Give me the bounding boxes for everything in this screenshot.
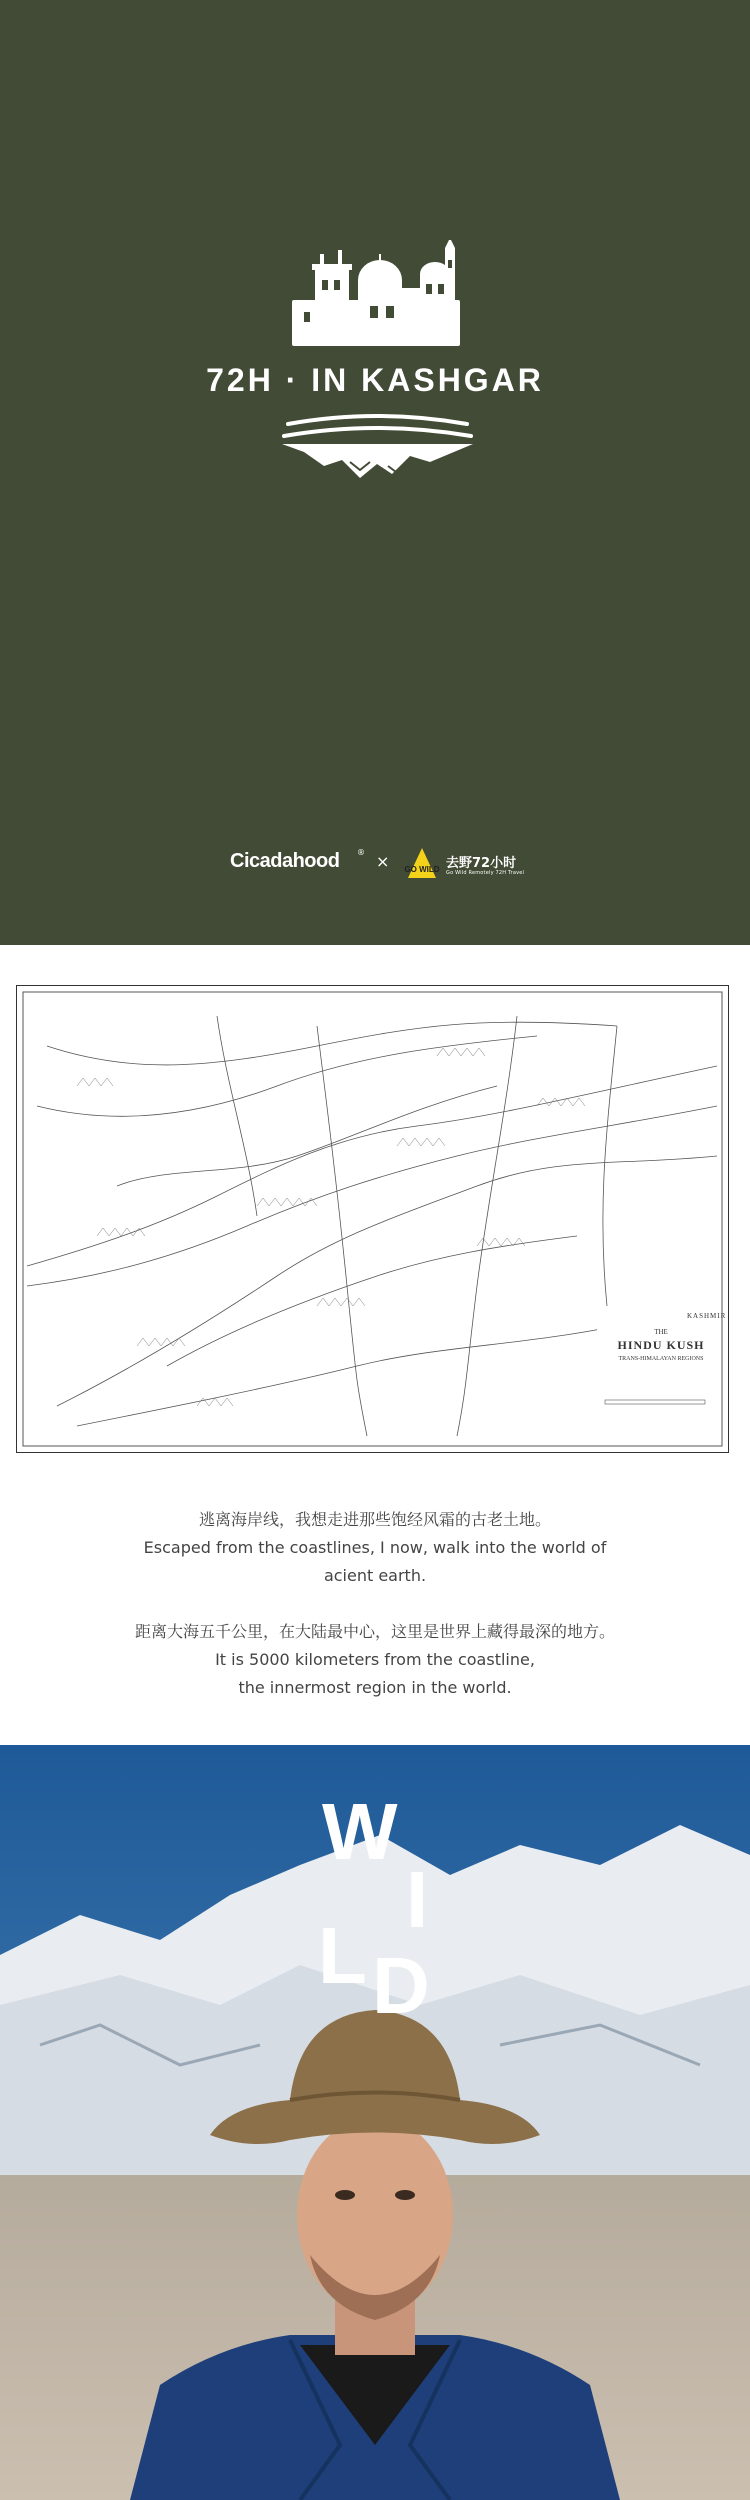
wild-letter-w: W [322,1787,398,1876]
partner-name-en: Go Wild Remotely 72H Travel [446,870,525,876]
wild-letter-i: I [406,1855,429,1944]
hero-cover [0,0,750,945]
go-wild-badge-icon [404,846,440,880]
svg-text:GO WILD: GO WILD [404,865,440,874]
intro-copy-1-cn: 逃离海岸线，我想走进那些饱经风霜的古老土地。 [198,1510,551,1529]
map-title: HINDU KUSH [617,1338,705,1352]
intro-copy-1 [0,1506,750,1590]
intro-copy-2-en-line2: the innermost region in the world. [238,1678,512,1697]
wild-letter-l: L [318,1911,367,2000]
registered-mark: ® [357,848,365,857]
partner-name-cn: 去野72小时 [446,856,517,871]
map-title-small: THE [654,1328,668,1336]
wild-letter-d: D [372,1941,430,2030]
intro-copy-2-en-line1: It is 5000 kilometers from the coastline, [215,1650,535,1669]
hero-title: 72H · IN KASHGAR [206,362,544,398]
cicadahood-logo: Cicadahood [230,850,340,872]
map-subtitle: TRANS-HIMALAYAN REGIONS [618,1356,704,1362]
intro-copy-2-cn: 距离大海五千公里，在大陆最中心，这里是世界上藏得最深的地方。 [134,1622,615,1641]
mosque-icon [290,240,465,350]
map-cartouche [605,1328,717,1362]
brand-row [0,846,750,882]
map-label-kashmir: KASHMIR [687,1312,727,1320]
intro-copy-1-en-line2: acient earth. [323,1566,427,1585]
mountain-waves-icon [280,412,475,484]
intro-copy-1-en-line1: Escaped from the coastlines, I now, walk into the world of [143,1538,607,1557]
intro-copy-2 [0,1618,750,1702]
map-illustration [17,986,728,1452]
hindu-kush-map [16,985,729,1453]
collab-times: × [376,852,390,871]
